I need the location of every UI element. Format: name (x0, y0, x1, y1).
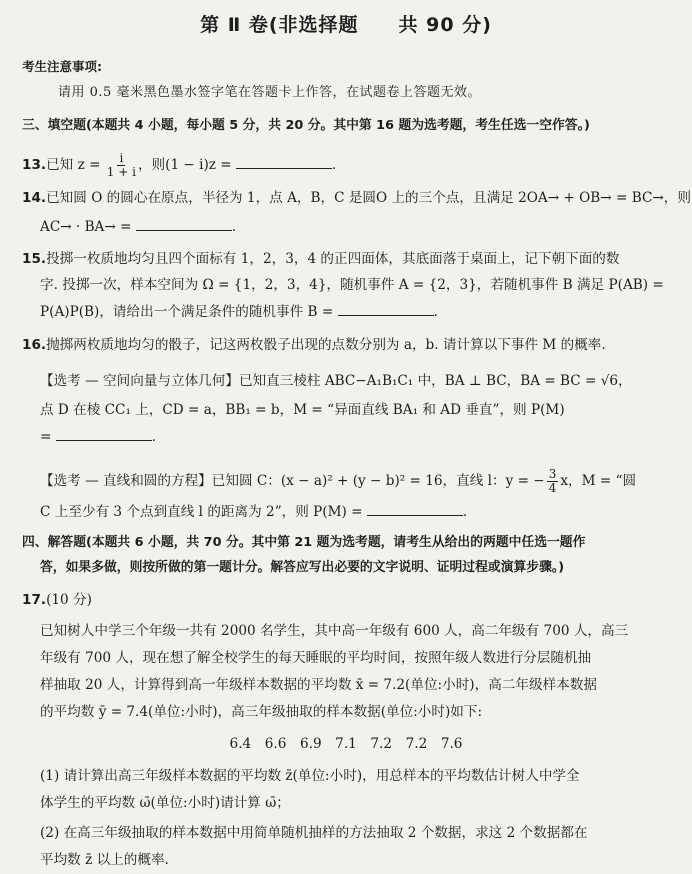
q14-end: . (231, 219, 237, 235)
q17-sub2-line1: (2) 在高三年级抽取的样本数据中用简单随机抽样的方法抽取 2 个数据，求这 2 个数据都在 (40, 825, 588, 841)
q16-opt2-post: x，M = “圆 (560, 473, 637, 489)
q16-opt2-frac-top: 3 (548, 467, 557, 481)
q13-fraction (107, 152, 136, 179)
question-16-line1 (22, 336, 606, 354)
section4-heading-line1: 四、解答题(本题共 6 小题，共 70 分。其中第 21 题为选考题，请考生从给出的两题中任选一题作 (22, 535, 586, 550)
question-17-header (22, 591, 92, 609)
question-14-line2 (40, 218, 236, 236)
q16-opt2-fraction (547, 468, 559, 495)
q16-option2-line1 (40, 468, 636, 495)
q15-line3: P(A)P(B)，请给出一个满足条件的随机事件 B = (40, 304, 334, 320)
q16-opt2-pre: 【选考 — 直线和圆的方程】已知圆 C：(x − a)² + (y − b)² = 16，直线 l：y = − (40, 473, 545, 489)
q16-option1-line1: 【选考 — 空间向量与立体几何】已知直三棱柱 ABC−A₁B₁C₁ 中，BA ⊥ BC，BA = BC = √6， (40, 373, 632, 389)
q13-pre: 已知 z = (46, 157, 105, 173)
notice-body: 请用 0.5 毫米黑色墨水签字笔在答题卡上作答，在试题卷上答题无效。 (58, 85, 481, 100)
q16-opt2-frac-bottom: 4 (548, 481, 557, 495)
q16-option1-line2: 点 D 在棱 CC₁ 上，CD = a，BB₁ = b，M = “异面直线 BA₁ 和 AD 垂直”，则 P(M) (40, 402, 565, 418)
q17-number: 17. (22, 592, 47, 608)
q17-sub2-line2: 平均数 z̄ 以上的概率. (40, 852, 169, 868)
q13-frac-bottom: 1 + i (106, 165, 136, 179)
q16-opt1-answer-blank[interactable] (56, 428, 152, 441)
notice-heading: 考生注意事项: (22, 59, 102, 74)
section4-heading-line2: 答，如果多做，则按所做的第一题计分。解答应写出必要的文字说明、证明过程或演算步骤。) (40, 560, 565, 575)
section3-heading: 三、填空题(本题共 4 小题，每小题 5 分，共 20 分。其中第 16 题为选考题，考生任选一空作答。) (22, 118, 590, 133)
q17-paragraph-2: 年级有 700 人，现在想了解全校学生的每天睡眠的平均时间，按照年级人数进行分层随机抽 (40, 650, 592, 666)
q16-opt2-line2: C 上至少有 3 个点到直线 l 的距离为 2”，则 P(M) = (40, 504, 363, 520)
q17-paragraph-4: 的平均数 ȳ = 7.4(单位:小时)，高三年级抽取的样本数据(单位:小时)如下: (40, 704, 483, 720)
q15-line1: 投掷一枚质地均匀且四个面标有 1，2，3，4 的正四面体，其底面落于桌面上，记下朝下面的数 (46, 251, 620, 267)
q16-opt2-answer-blank[interactable] (367, 503, 463, 516)
question-15-line3 (40, 303, 438, 321)
q16-option1-line3 (40, 428, 156, 446)
q16-line1: 抛掷两枚质地均匀的骰子，记这两枚骰子出现的点数分别为 a，b. 请计算以下事件 M 的概率. (46, 337, 606, 353)
q13-frac-top: i (119, 151, 124, 165)
q14-line1: 已知圆 O 的圆心在原点，半径为 1，点 A，B，C 是圆O 上的三个点，且满足 2OA→ + OB→ = BC→，则 (46, 190, 691, 206)
q15-number: 15. (22, 251, 47, 267)
page-title: 第 Ⅱ 卷(非选择题 共 90 分) (200, 14, 492, 36)
q17-paragraph-1: 已知树人中学三个年级一共有 2000 名学生，其中高一年级有 600 人，高二年级有 700 人，高三 (40, 623, 629, 639)
question-15-line1 (22, 250, 619, 268)
q16-opt1-eq: = (40, 429, 52, 445)
q15-line2: 字. 投掷一次，样本空间为 Ω = {1，2，3，4}，随机事件 A = {2，3}，若随机事件 B 满足 P(AB) = (40, 277, 664, 293)
q13-answer-blank[interactable] (236, 156, 332, 169)
q17-sub1-line1: (1) 请计算出高三年级样本数据的平均数 z̄(单位:小时)，用总样本的平均数估计树人中学全 (40, 768, 580, 784)
q17-sub1-line2: 体学生的平均数 ω̄(单位:小时)请计算 ω̄； (40, 795, 290, 811)
q15-end: . (433, 304, 438, 320)
q17-score: (10 分) (46, 592, 92, 608)
q17-paragraph-3: 样抽取 20 人，计算得到高一年级样本数据的平均数 x̄ = 7.2(单位:小时)，高二年级样本数据 (40, 677, 597, 693)
question-14-line1 (22, 189, 691, 207)
q13-end: . (331, 157, 337, 173)
question-13 (22, 152, 336, 179)
q16-opt2-end: . (462, 504, 468, 520)
q16-opt1-end: . (151, 429, 157, 445)
q13-post: ，则(1 − i)z = (137, 157, 232, 173)
q17-data-row: 6.4 6.6 6.9 7.1 7.2 7.2 7.6 (229, 736, 463, 752)
q16-option2-line2 (40, 503, 467, 521)
q14-line2: AC→ · BA→ = (40, 219, 132, 235)
q13-number: 13. (22, 157, 47, 173)
q14-number: 14. (22, 190, 47, 206)
q16-number: 16. (22, 337, 47, 353)
q15-answer-blank[interactable] (338, 303, 434, 316)
q14-answer-blank[interactable] (136, 218, 232, 231)
